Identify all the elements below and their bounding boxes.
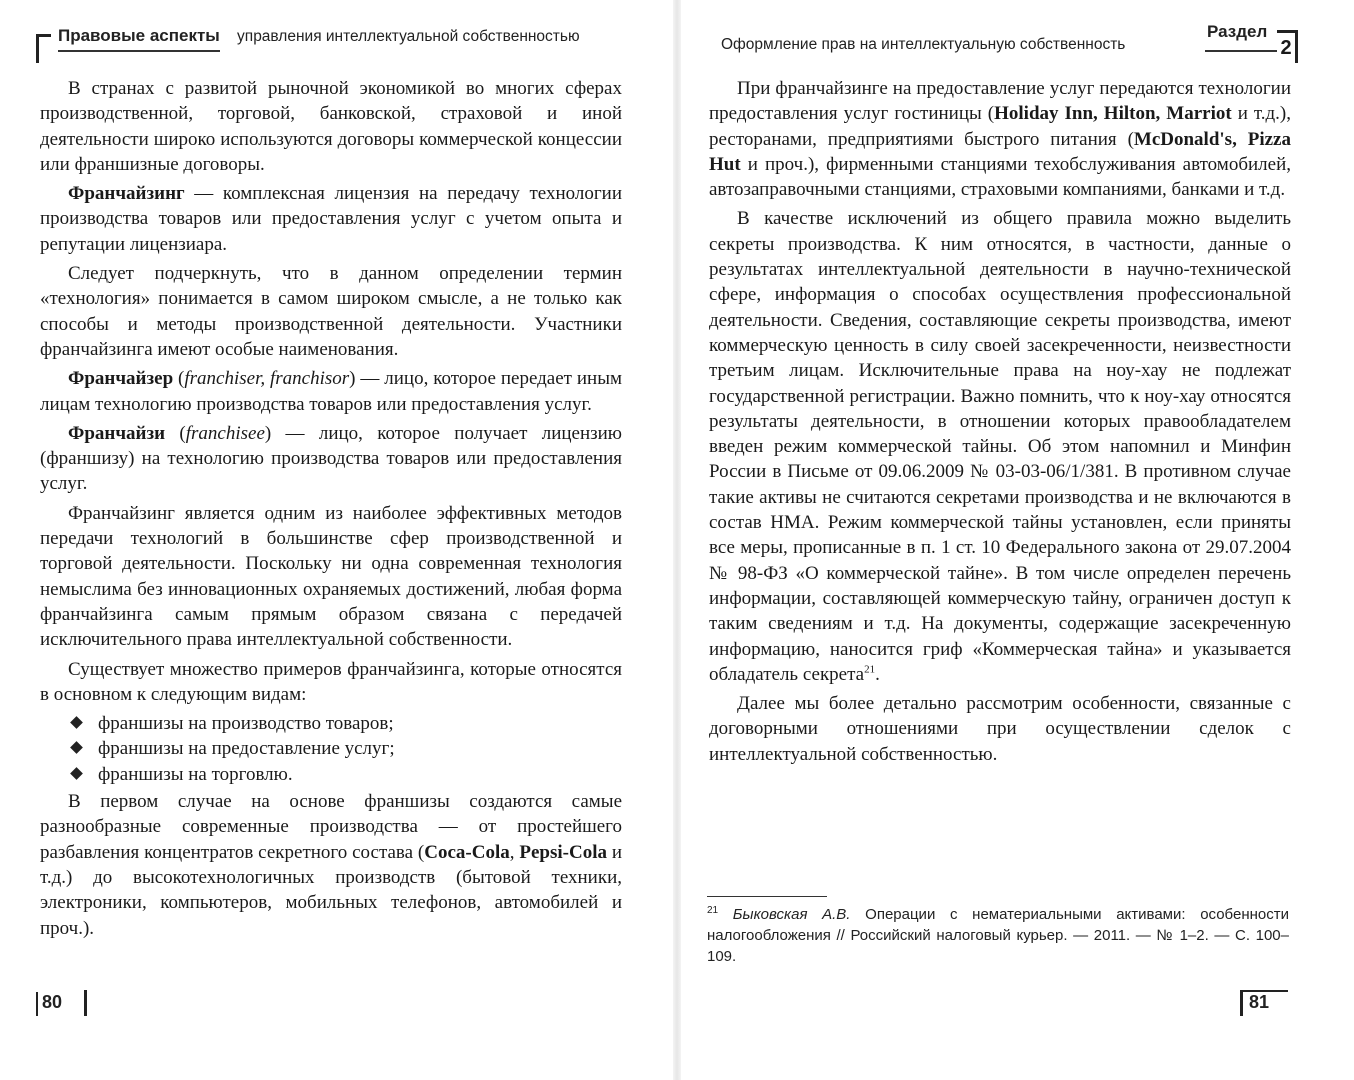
paragraph: Следует подчеркнуть, что в данном определении термин «технология» понимается в самом широком смысле, а не только как способы и методы производственной деятельности. Участники франчайзинга имеют особые наименования. (40, 263, 622, 360)
brand-bold: McDonald's, Pizza Hut (709, 128, 1291, 175)
page-number-bracket (84, 990, 87, 1016)
term-bold: Франчайзер (68, 368, 174, 390)
footnote-number: 21 (707, 905, 719, 916)
paragraph-text: ) — лицо, которое получает лицензию (франшизу) на технологию производства товаров или предоставления услуг. (40, 422, 623, 495)
diamond-bullet-icon (70, 716, 83, 729)
list-item (40, 762, 622, 787)
left-header-rest: управления интеллектуальной собственностью (237, 28, 580, 45)
paragraph (40, 421, 622, 497)
brand-bold: Coca-Cola (424, 841, 510, 863)
list-item (40, 711, 622, 736)
paragraph: Далее мы более детально рассмотрим особенности, связанные с договорными отношениями при осуществлении сделок с интеллектуальной собственностью. (709, 693, 1291, 765)
paragraph-text: и т.д.), ресторанами, предприятиями быстрого питания ( (709, 103, 1291, 150)
paragraph-text: и т.д.) до высокотехнологичных производств (бытовой техники, электроники, компьютеров, мобильных телефонов, автомобилей и проч.). (40, 841, 623, 939)
separator: , (509, 841, 520, 863)
right-page-number (1249, 992, 1269, 1013)
left-running-header (58, 26, 580, 46)
paragraph (709, 206, 1291, 687)
paragraph (40, 181, 622, 257)
paragraph-text: В первом случае на основе франшизы создаются самые разнообразные современные производства — от простейшего разбавления концентратов секретного состава ( (40, 791, 622, 863)
list-item-text: франшизы на предоставление услуг; (98, 738, 395, 760)
list-item-text: франшизы на торговлю. (98, 763, 293, 785)
right-page (677, 0, 1354, 1080)
left-page-number (42, 992, 62, 1013)
list-item-text: франшизы на производство товаров; (98, 713, 394, 735)
paragraph-text: — комплексная лицензия на передачу технологии производства товаров или предоставления услуг с учетом опыта и репутации лицензиара. (40, 183, 622, 255)
paragraph-text: ) — лицо, которое передает иным лицам технологию производства товаров или предоставления услуг. (40, 368, 622, 415)
footnote-author: Быковская А.В. (732, 906, 851, 923)
list-item (40, 736, 622, 761)
section-label: Раздел (1207, 22, 1268, 41)
page-number-bracket (36, 992, 38, 1016)
diamond-bullet-icon (70, 767, 83, 780)
paragraph-text: В качестве исключений из общего правила можно выделить секреты производства. К ним относятся, в частности, данные о результатах интеллектуальной деятельности в научно-технической сфере, информация о способах осуществления профессиональной деятельности. Сведения, составляющие секреты производства, имеют коммерческую ценность в силу своей засекреченности, неизвестности третьим лицам. Исключительные права на ноу-хау не подлежат государственной регистрации. Важно помнить, что к ноу-хау относятся результаты деятельности, в отношении которых правообладателем введен режим коммерческой тайны. Об этом напомнил и Минфин России в Письме от 09.06.2009 № 03-03-06/1/381. В противном случае такие активы не считаются секретами производства и не включаются в состав НМА. Режим коммерческой тайны установлен, если приняты все меры, прописанные в п. 1 ст. 10 Федерального закона от 29.07.2004 № 98-ФЗ «О коммерческой тайне». В том числе определен перечень информации, составляющей коммерческую тайну, ограничен доступ к таким сведениям и т.д. На документы, содержащие засекреченную информацию, наносится гриф «Коммерческая тайна» и указывается обладатель секрета (709, 208, 1291, 685)
footnote-ref: 21 (864, 663, 876, 676)
paragraph-text: . (875, 663, 880, 685)
brand-bold: Pepsi-Cola (519, 841, 607, 863)
left-header-rule (58, 50, 220, 52)
term-bold: Франчайзи (68, 422, 166, 444)
paragraph (40, 789, 622, 941)
brand-bold: Holiday Inn, Hilton, Marriot (994, 103, 1232, 125)
term-bold: Франчайзинг (68, 183, 185, 205)
paragraph-text: и проч.), фирменными станциями техобслуживания автомобилей, автозаправочными станциями, страховыми компаниями, банками и т.д. (709, 153, 1291, 201)
right-body-text (709, 76, 1291, 771)
section-number-box (1277, 30, 1298, 63)
franchise-types-list (40, 711, 622, 787)
section-number: 2 (1280, 37, 1292, 59)
paren-open: ( (165, 422, 186, 444)
paragraph: Существует множество примеров франчайзинга, которые относятся в основном к следующим видам: (40, 658, 622, 705)
paragraph-text: При франчайзинге на предоставление услуг передаются технологии предоставления услуг гостиницы ( (709, 78, 1291, 125)
footnote (707, 900, 1289, 967)
paragraph: Франчайзинг является одним из наиболее эффективных методов передачи технологий в большинстве сфер производственной и торговой деятельности. Поскольку ни одна современная технология немыслима без инновационных охраняемых достижений, любая форма франчайзинга самым прямым образом связана с передачей исключительного права интеллектуальной собственности. (40, 502, 622, 651)
paragraph (709, 76, 1291, 202)
left-header-bold: Правовые аспекты (58, 26, 220, 45)
right-header-rule (1205, 50, 1277, 52)
footnote-text: Операции с нематериальными активами: особенности налогообложения // Российский налоговый курьер. — 2011. — № 1–2. — С. 100–109. (707, 906, 1289, 965)
paragraph (40, 366, 622, 417)
left-body-text (40, 76, 622, 945)
diamond-bullet-icon (70, 742, 83, 755)
footnote-rule (707, 896, 827, 897)
term-italic: franchisee (185, 422, 265, 444)
paren-open: ( (173, 368, 185, 390)
right-header-text: Оформление прав на интеллектуальную собственность (721, 36, 1126, 53)
page-number-text: 80 (42, 992, 63, 1012)
page-number-bracket (1240, 990, 1243, 1016)
paragraph: В странах с развитой рыночной экономикой во многих сферах производственной, торговой, банковской, страховой и иной деятельности широко используются договоры коммерческой концессии или франшизные договоры. (40, 78, 622, 175)
term-italic: franchiser, franchisor (184, 368, 350, 390)
corner-bracket-top-left (36, 34, 51, 63)
page-number-text: 81 (1249, 992, 1270, 1012)
